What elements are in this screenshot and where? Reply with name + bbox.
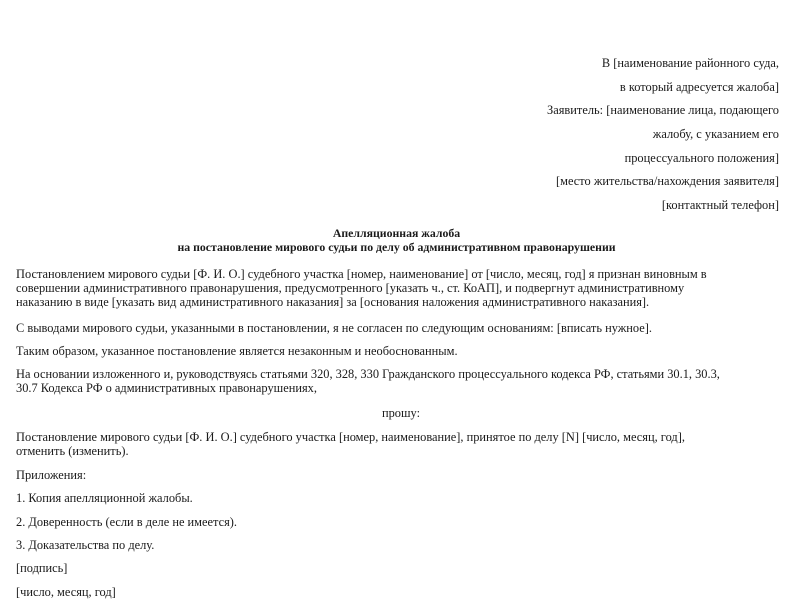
paragraph-line: На основании изложенного и, руководствуясь статьями 320, 328, 330 Гражданского процессуального кодекса РФ, статьями 30.1, 30.3, bbox=[16, 367, 720, 381]
date-text: [число, месяц, год] bbox=[16, 585, 116, 599]
applicant-line: жалобу, с указанием его bbox=[652, 127, 779, 142]
paragraph-line: Таким образом, указанное постановление является незаконным и необоснованным. bbox=[16, 344, 458, 358]
attachment-item bbox=[16, 516, 786, 530]
document-title bbox=[0, 227, 793, 254]
paragraph-line: Постановлением мирового судьи [Ф. И. О.] судебного участка [номер, наименование] от [число, месяц, год] я признан виновным в bbox=[16, 267, 707, 281]
paragraph-line: Постановление мирового судьи [Ф. И. О.] судебного участка [номер, наименование], принятое по делу [N] [число, месяц, год], bbox=[16, 430, 685, 444]
paragraph-resolution bbox=[16, 268, 786, 309]
attachment-item-text: 2. Доверенность (если в деле не имеется). bbox=[16, 515, 238, 529]
date-placeholder bbox=[16, 586, 786, 600]
signature-placeholder bbox=[16, 562, 786, 576]
request-word bbox=[16, 407, 786, 421]
attachments-heading bbox=[16, 469, 786, 483]
signature-text: [подпись] bbox=[16, 561, 68, 575]
paragraph-disagreement bbox=[16, 322, 786, 336]
paragraph-request bbox=[16, 431, 786, 459]
addressee-line: В [наименование районного суда, bbox=[601, 56, 779, 70]
addressee-line: в который адресуется жалоба] bbox=[619, 79, 779, 94]
request-label: прошу: bbox=[381, 406, 421, 420]
paragraph-line: отменить (изменить). bbox=[16, 443, 129, 458]
paragraph-legal-basis bbox=[16, 368, 786, 396]
applicant-line: Заявитель: [наименование лица, подающего bbox=[547, 103, 779, 118]
paragraph-line: С выводами мирового судьи, указанными в постановлении, я не согласен по следующим основаниям: [вписать нужное]. bbox=[16, 321, 653, 335]
applicant-phone-line: [контактный телефон] bbox=[661, 198, 779, 213]
attachment-item-text: 1. Копия апелляционной жалобы. bbox=[16, 491, 193, 505]
applicant-line: процессуального положения] bbox=[624, 150, 779, 165]
attachments-label: Приложения: bbox=[16, 468, 87, 482]
title-line-2: на постановление мирового судьи по делу об административном правонарушении bbox=[177, 239, 616, 254]
attachment-item bbox=[16, 492, 786, 506]
paragraph-line: 30.7 Кодекса РФ о административных правонарушениях, bbox=[16, 380, 317, 395]
paragraph-conclusion bbox=[16, 345, 786, 359]
title-line-1: Апелляционная жалоба bbox=[332, 226, 461, 240]
paragraph-line: совершении административного правонарушения, предусмотренного [указать ч., ст. КоАП], и подвергнут административному bbox=[16, 280, 685, 295]
paragraph-line: наказанию в виде [указать вид административного наказания] за [основания наложения административного наказания]. bbox=[16, 294, 650, 309]
attachment-item-text: 3. Доказательства по делу. bbox=[16, 538, 155, 552]
applicant-address-line: [место жительства/нахождения заявителя] bbox=[556, 174, 779, 189]
addressee-block bbox=[419, 56, 779, 222]
attachment-item bbox=[16, 539, 786, 553]
